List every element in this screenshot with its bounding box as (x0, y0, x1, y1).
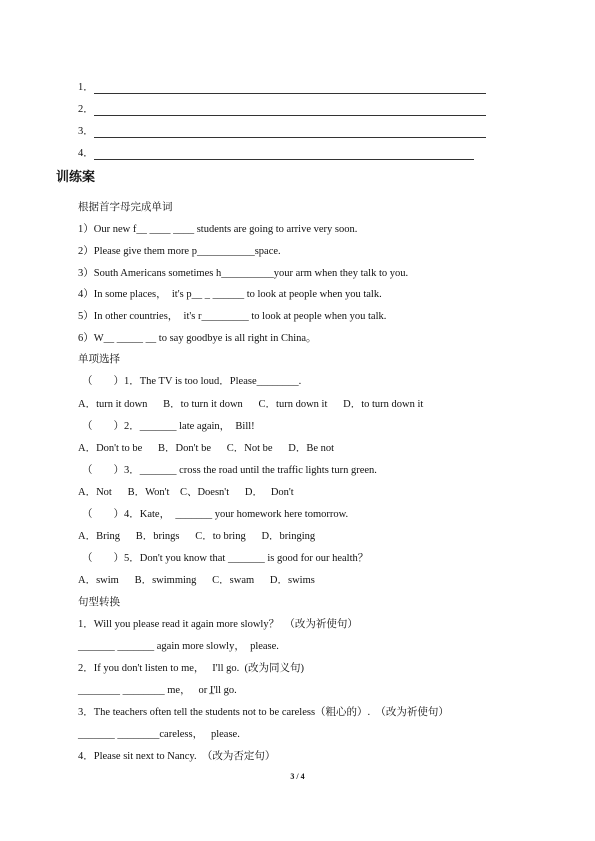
page-number: 3 / 4 (290, 772, 305, 781)
section1-item-5: 5）In other countries， it's r_________ to look at people when you talk. (78, 311, 387, 322)
transform-question-3: 3．The teachers often tell the students not to be careless（粗心的）. （改为祈使句） (78, 707, 449, 718)
transform-question-1: 1．Will you please read it again more slowly？ （改为祈使句） (78, 619, 358, 630)
section1-item-4: 4）In some places， it's p__ _ ______ to look at people when you talk. (78, 289, 382, 300)
section1-title: 根据首字母完成单词 (78, 202, 173, 213)
mc-options-5: A．swim B．swimming C．swam D．swims (78, 575, 315, 586)
mc-question-4: （ ）4．Kate， _______ your homework here tomorrow. (82, 509, 349, 520)
transform-answer-3: _______ ________careless， please. (78, 729, 240, 740)
section1-item-2: 2）Please give them more p___________space. (78, 246, 281, 257)
mc-question-5: （ ）5．Don't you know that _______ is good for our health？ (82, 553, 369, 564)
answer-line-2-number: 2． (78, 104, 94, 115)
answer-line-4 (94, 159, 474, 160)
mc-options-1: A．turn it down B．to turn it down C．turn down it D．to turn down it (78, 399, 424, 410)
section1-item-6: 6）W__ _____ __ to say goodbye is all right in China。 (78, 333, 317, 344)
transform-question-4: 4．Please sit next to Nancy. （改为否定句） (78, 751, 276, 762)
answer-line-3 (94, 137, 486, 138)
mc-question-3: （ ）3．_______ cross the road until the traffic lights turn green. (82, 465, 377, 476)
answer-line-4-number: 4． (78, 148, 94, 159)
section1-item-1: 1）Our new f__ ____ ____ students are going to arrive very soon. (78, 224, 358, 235)
transform-answer-1: _______ _______ again more slowly， please. (78, 641, 279, 652)
section-heading: 训练案 (56, 170, 96, 185)
mc-options-2: A．Don't to be B．Don't be C．Not be D．Be not (78, 443, 335, 454)
transform-answer-2: ________ ________ me， or I̲'ll go. (78, 685, 237, 696)
section2-title: 单项选择 (78, 354, 120, 365)
answer-line-1 (94, 93, 486, 94)
mc-options-3: A．Not B．Won't C、Doesn't D． Don't (78, 487, 294, 498)
mc-question-2: （ ）2．_______ late again， Bill! (82, 421, 255, 432)
transform-question-2: 2．If you don't listen to me， I'll go. (改为同义句) (78, 663, 305, 674)
answer-line-1-number: 1． (78, 82, 94, 93)
answer-line-2 (94, 115, 486, 116)
mc-question-1: （ ）1．The TV is too loud．Please________. (82, 376, 302, 387)
answer-line-3-number: 3． (78, 126, 94, 137)
mc-options-4: A．Bring B．brings C．to bring D．bringing (78, 531, 316, 542)
section3-title: 句型转换 (78, 597, 120, 608)
section1-item-3: 3）South Americans sometimes h__________your arm when they talk to you. (78, 268, 409, 279)
